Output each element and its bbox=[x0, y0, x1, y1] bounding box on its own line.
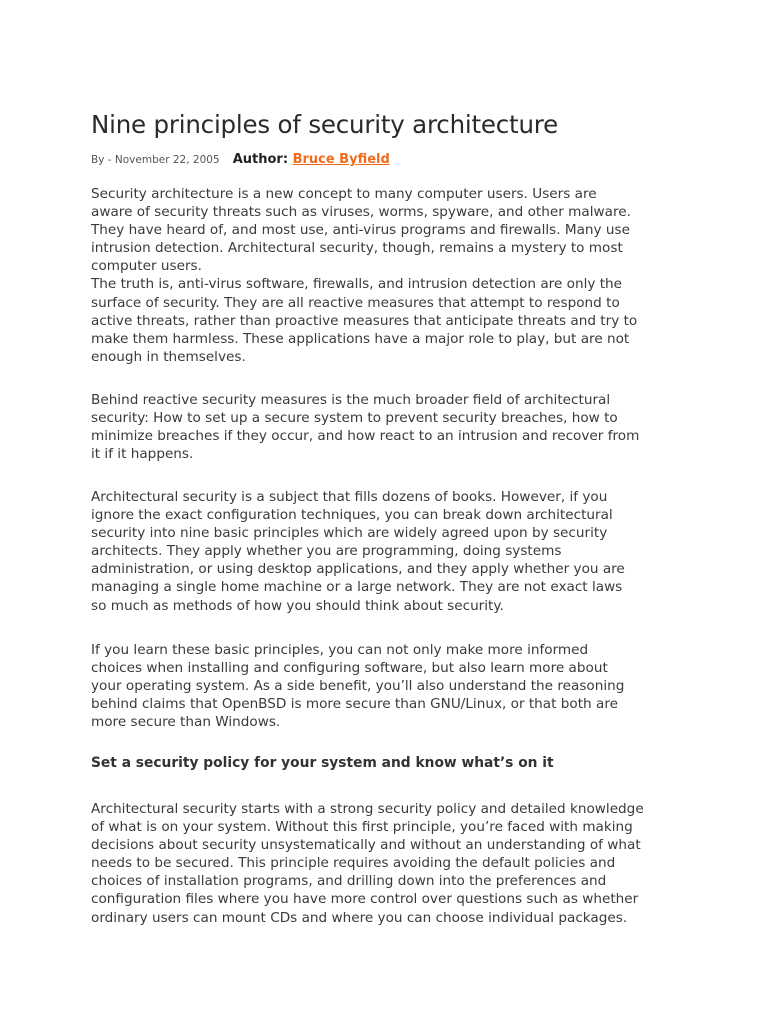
paragraph-line: minimize breaches if they occur, and how react to an intrusion and recover from bbox=[91, 428, 640, 445]
author-link[interactable]: Bruce Byfield bbox=[292, 152, 390, 167]
paragraph-line: so much as methods of how you should think about security. bbox=[91, 597, 504, 614]
paragraph-line: enough in themselves. bbox=[91, 348, 246, 365]
paragraph-line: more secure than Windows. bbox=[91, 714, 281, 731]
author-label: Author: bbox=[232, 152, 293, 167]
paragraph-line: Behind reactive security measures is the much broader field of architectural bbox=[91, 392, 611, 408]
paragraph-benefits bbox=[91, 641, 691, 731]
paragraph-line: decisions about security unsystematically and without an understanding of what bbox=[91, 837, 641, 854]
paragraph-line: ignore the exact configuration techniques, you can break down architectural bbox=[91, 507, 613, 524]
paragraph-line: surface of security. They are all reactive measures that attempt to respond to bbox=[91, 294, 620, 311]
article-meta bbox=[91, 148, 390, 170]
paragraph-line: configuration files where you have more control over questions such as whether bbox=[91, 891, 639, 908]
paragraph-line: If you learn these basic principles, you can not only make more informed bbox=[91, 642, 589, 658]
paragraph-principles bbox=[91, 488, 691, 615]
paragraph-line: intrusion detection. Architectural security, though, remains a mystery to most bbox=[91, 240, 623, 257]
section-heading: Set a security policy for your system and know what’s on it bbox=[91, 755, 554, 771]
article-date: November 22, 2005 bbox=[114, 154, 220, 166]
paragraph-line: Architectural security is a subject that fills dozens of books. However, if you bbox=[91, 489, 608, 505]
paragraph-line: ordinary users can mount CDs and where you can choose individual packages. bbox=[91, 909, 628, 926]
by-prefix: By - bbox=[91, 154, 115, 166]
paragraph-line: administration, or using desktop applications, and they apply whether you are bbox=[91, 561, 625, 578]
paragraph-line: of what is on your system. Without this first principle, you’re faced with making bbox=[91, 819, 633, 836]
paragraph-line: architects. They apply whether you are programming, doing systems bbox=[91, 543, 562, 560]
paragraph-line: computer users. bbox=[91, 258, 202, 275]
paragraph-line: managing a single home machine or a large network. They are not exact laws bbox=[91, 579, 623, 596]
paragraph-line: Security architecture is a new concept to many computer users. Users are bbox=[91, 186, 597, 202]
paragraph-reactive bbox=[91, 391, 691, 463]
article-title: Nine principles of security architecture bbox=[91, 110, 558, 139]
paragraph-line: security into nine basic principles which are widely agreed upon by security bbox=[91, 525, 608, 542]
paragraph-intro bbox=[91, 185, 691, 366]
paragraph-line: aware of security threats such as viruses, worms, spyware, and other malware. bbox=[91, 204, 631, 221]
paragraph-line: make them harmless. These applications have a major role to play, but are not bbox=[91, 330, 630, 347]
paragraph-line: needs to be secured. This principle requires avoiding the default policies and bbox=[91, 855, 616, 872]
paragraph-line: behind claims that OpenBSD is more secure than GNU/Linux, or that both are bbox=[91, 696, 618, 713]
paragraph-line: security: How to set up a secure system to prevent security breaches, how to bbox=[91, 410, 618, 427]
paragraph-line: choices when installing and configuring software, but also learn more about bbox=[91, 660, 608, 677]
paragraph-line: it if it happens. bbox=[91, 446, 194, 463]
paragraph-line: active threats, rather than proactive measures that anticipate threats and try to bbox=[91, 312, 638, 329]
paragraph-line: The truth is, anti-virus software, firewalls, and intrusion detection are only the bbox=[91, 276, 623, 293]
paragraph-line: They have heard of, and most use, anti-virus programs and firewalls. Many use bbox=[91, 222, 630, 239]
paragraph-line: Architectural security starts with a strong security policy and detailed knowledge bbox=[91, 801, 644, 817]
paragraph-line: your operating system. As a side benefit, you’ll also understand the reasoning bbox=[91, 678, 625, 695]
paragraph-policy bbox=[91, 800, 691, 927]
paragraph-line: choices of installation programs, and drilling down into the preferences and bbox=[91, 873, 607, 890]
